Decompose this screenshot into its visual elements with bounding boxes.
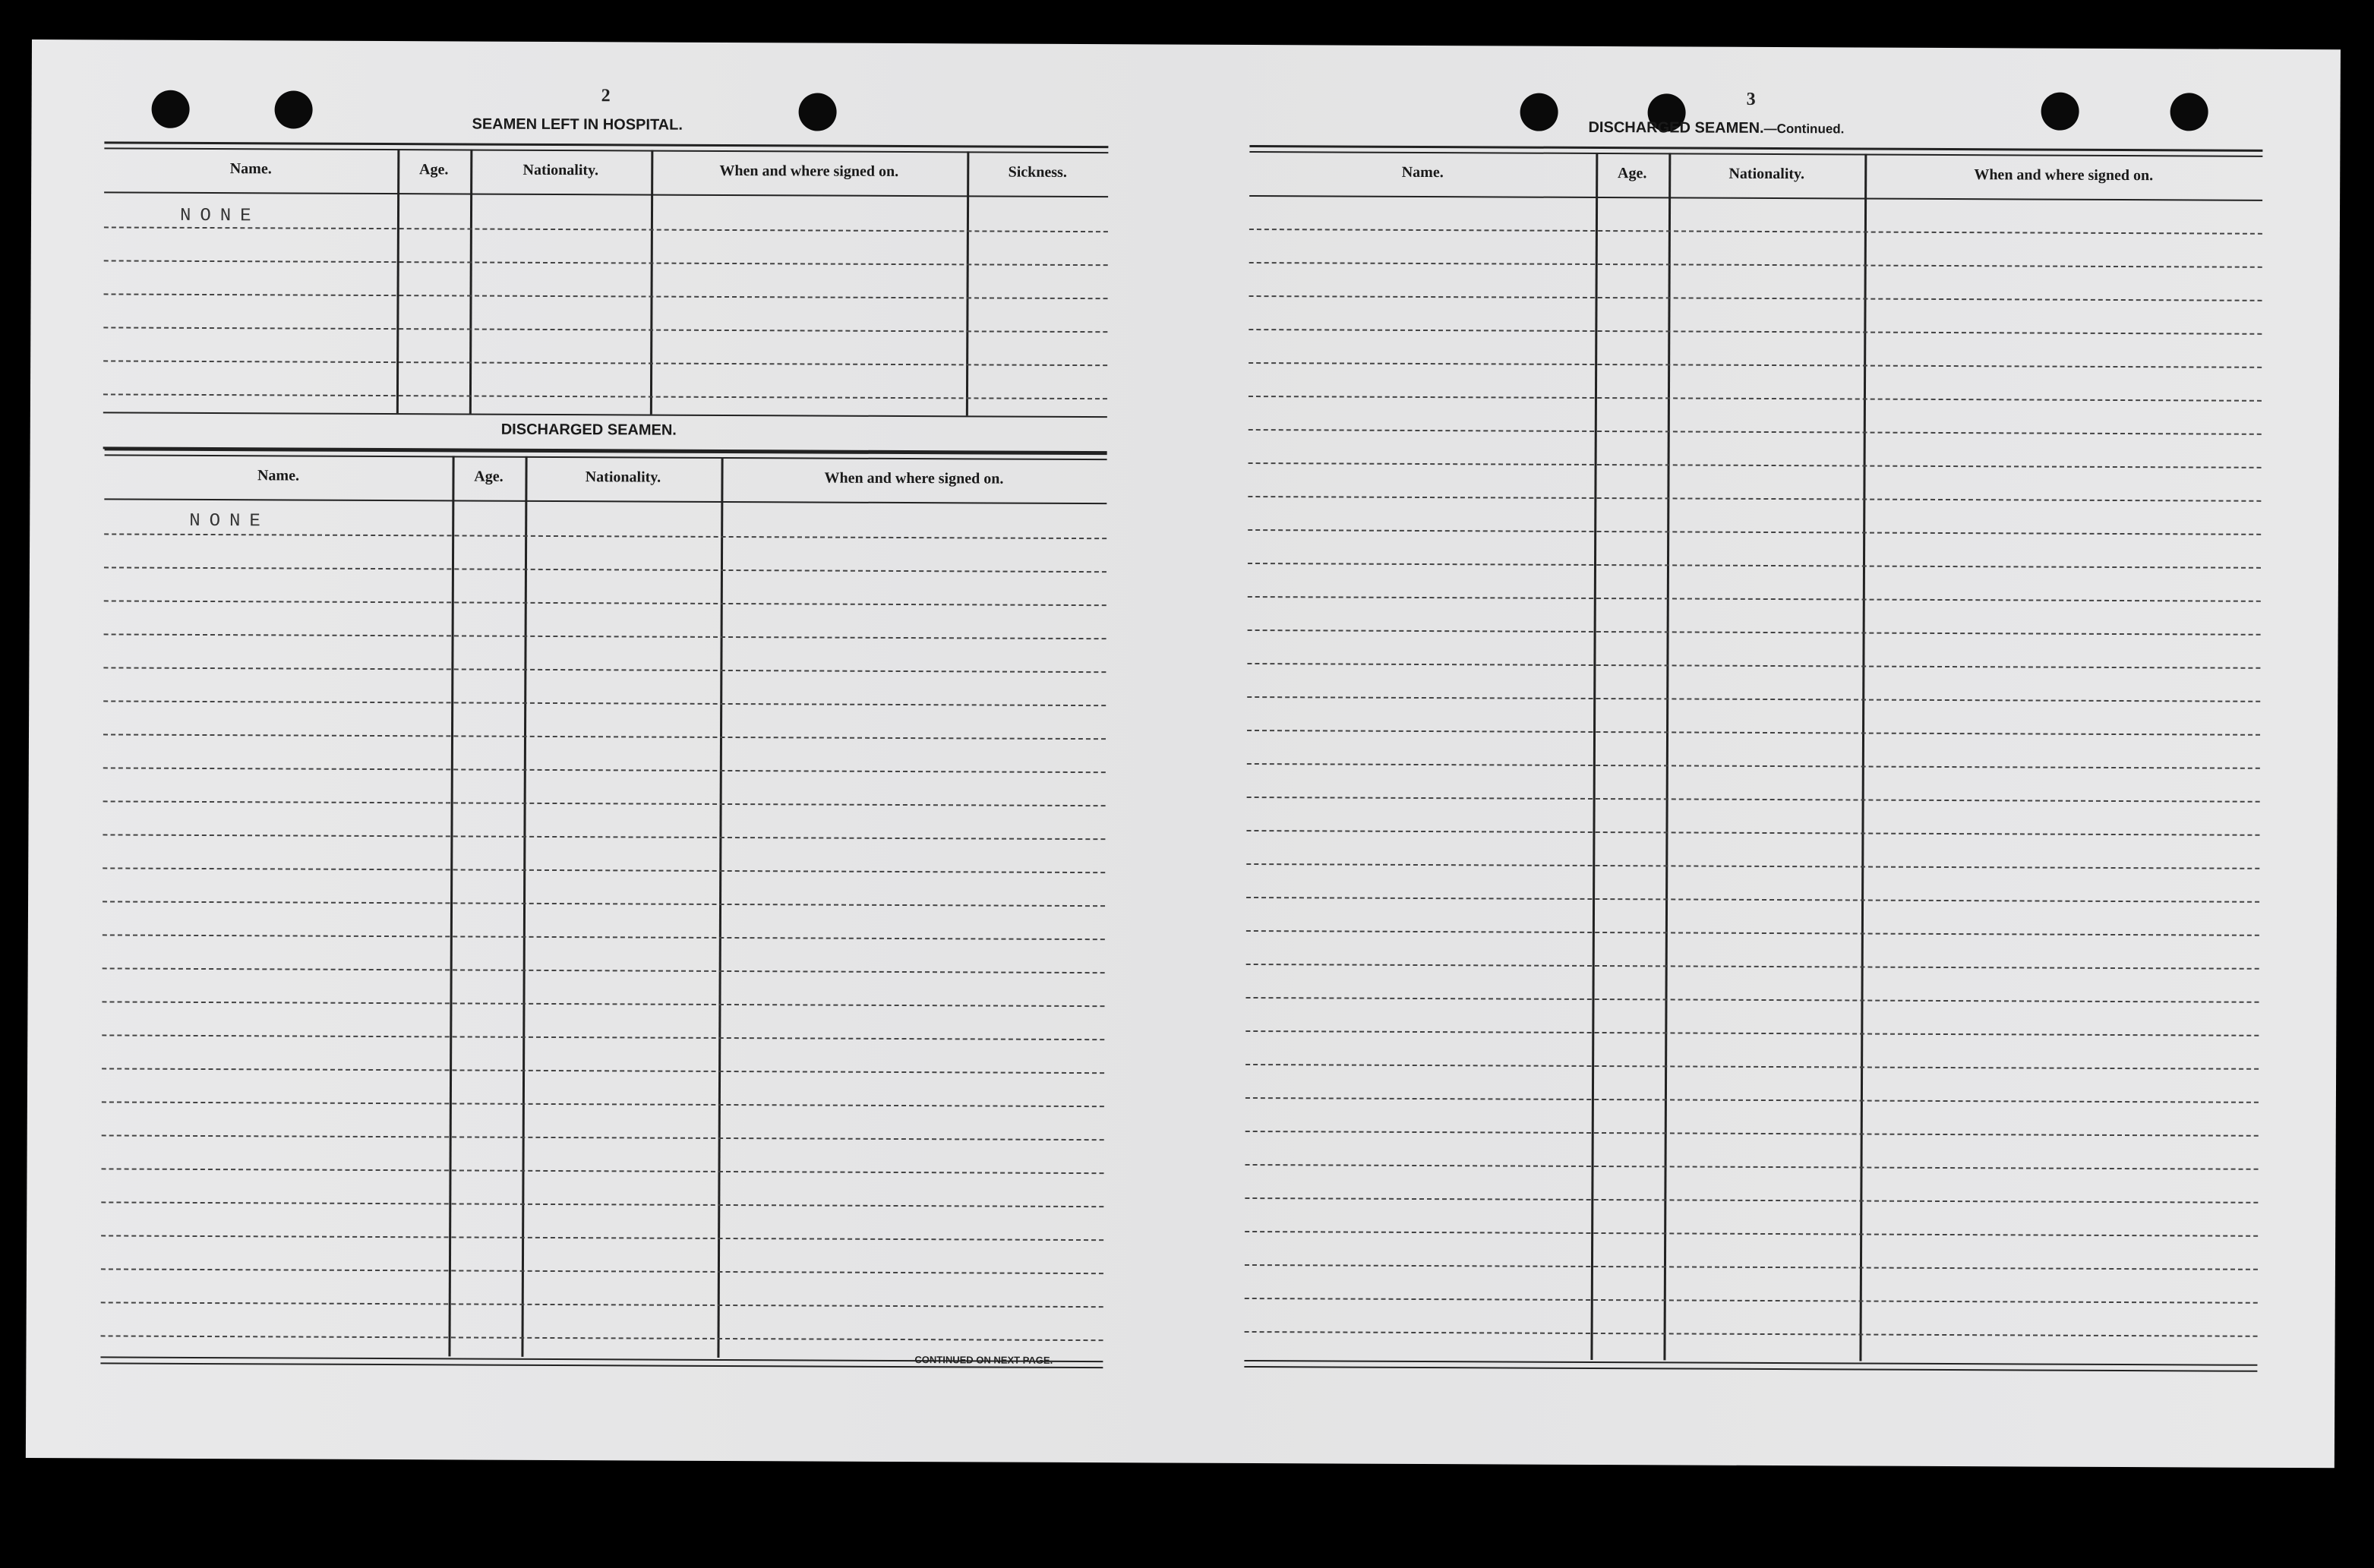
hospital-col-name: Name. [229,160,272,178]
hospital-entry-none: NONE [179,205,260,227]
punch-hole [2170,93,2208,131]
left-page-number: 2 [601,86,611,106]
discharged-col-signed-on: When and where signed on. [824,469,1004,487]
right-title-main: DISCHARGED SEAMEN. [1588,118,1764,137]
hospital-col-age: Age. [419,161,449,178]
hospital-col-sickness: Sickness. [1008,163,1067,181]
discharged-col-nationality: Nationality. [585,469,661,486]
discharged-table-left [100,448,1106,1382]
discharged-col-name: Name. [257,467,300,484]
right-col-name: Name. [1401,163,1444,181]
hospital-col-signed-on: When and where signed on. [719,162,899,180]
hospital-section-title: SEAMEN LEFT IN HOSPITAL. [472,115,683,134]
right-col-age: Age. [1618,165,1647,182]
discharged-entry-none: NONE [189,510,270,532]
right-col-signed-on: When and where signed on. [1974,166,2154,185]
punch-hole [1520,93,1558,131]
discharged-section-title: DISCHARGED SEAMEN. [500,421,677,439]
right-col-nationality: Nationality. [1728,165,1805,183]
hospital-table [103,141,1109,453]
hospital-col-nationality: Nationality. [522,161,599,179]
discharged-table-right [1244,145,2262,1387]
punch-hole [798,93,836,131]
punch-hole [274,90,312,128]
continued-note: CONTINUED ON NEXT PAGE. [914,1354,1053,1366]
document-sheet [26,39,2341,1468]
punch-hole [2041,93,2079,131]
right-title-suffix: —Continued. [1763,121,1845,137]
right-page-number: 3 [1746,89,1756,109]
right-section-title [1588,119,1844,137]
discharged-col-age: Age. [474,468,504,485]
punch-hole [151,90,189,128]
